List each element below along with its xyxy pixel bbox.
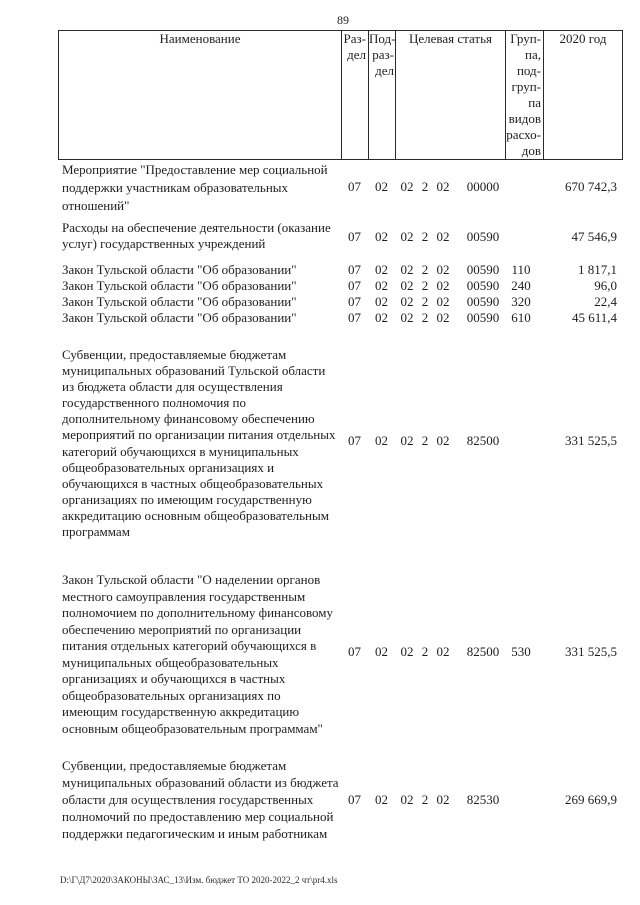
target-event-code: 02 (436, 433, 450, 448)
row-name-line: обеспечению мероприятий по организации (62, 621, 302, 637)
target-direction-code: 00590 (466, 262, 500, 277)
target-subprogram-code: 2 (421, 179, 429, 194)
row-name-line: общеобразовательных организациях по (62, 687, 281, 703)
header-podrazdel-line: Под- (369, 31, 396, 46)
row-name-line: отношений" (62, 198, 130, 213)
row-name (62, 161, 341, 215)
row-name (62, 310, 341, 326)
row-name (62, 262, 341, 278)
target-direction-code: 00590 (466, 278, 500, 293)
podrazdel-code: 02 (375, 294, 388, 309)
target-program-code: 02 (400, 644, 414, 659)
podrazdel-code: 02 (375, 229, 388, 244)
header-year-label: 2020 год (559, 31, 607, 46)
row-name-line: из бюджета области для осуществления (62, 379, 283, 395)
target-direction-code: 00590 (466, 294, 500, 309)
row-name-line: Субвенции, предоставляемые бюджетам (62, 758, 287, 773)
header-group-line: расхо- (506, 127, 541, 142)
amount-2020: 269 669,9 (565, 792, 617, 807)
row-name-line: муниципальных общеобразовательных (62, 654, 279, 670)
row-name-line: Закон Тульской области "Об образовании" (62, 278, 297, 293)
row-name-line: общеобразовательных организациях и (62, 459, 275, 475)
header-podrazdel-line: дел (375, 63, 394, 78)
razdel-code: 07 (348, 433, 361, 448)
header-group-line: па, (525, 47, 541, 62)
row-name (62, 220, 341, 252)
target-subprogram-code: 2 (421, 294, 429, 309)
row-name (62, 347, 341, 540)
podrazdel-code: 02 (375, 262, 388, 277)
expense-group-code: 610 (511, 310, 531, 325)
header-target-label: Целевая статья (408, 31, 492, 46)
row-name-line: поддержки участникам образовательных (62, 180, 289, 195)
row-name-line: муниципальных образований Тульской области (62, 363, 326, 379)
header-group-line: па (528, 95, 541, 110)
expense-group-code: 530 (511, 644, 531, 659)
amount-2020: 45 611,4 (571, 310, 617, 325)
target-direction-code: 00590 (466, 229, 500, 244)
row-name-line: организациях по имеющим государственную (62, 491, 312, 507)
row-name-line: местного самоуправления государственным (62, 588, 306, 604)
page-number: 89 (337, 13, 349, 27)
podrazdel-code: 02 (375, 310, 388, 325)
row-name-line: услуг) государственных учреждений (62, 236, 266, 251)
row-name-line: Закон Тульской области "Об образовании" (62, 310, 297, 325)
target-event-code: 02 (436, 792, 450, 807)
target-program-code: 02 (400, 278, 414, 293)
target-direction-code: 00590 (466, 310, 500, 325)
row-name-line: Мероприятие "Предоставление мер социальной (62, 162, 328, 177)
header-group-line: груп- (511, 79, 541, 94)
amount-2020: 1 817,1 (578, 262, 617, 277)
header-name-label: Наименование (159, 31, 241, 46)
row-name-line: программам (62, 524, 130, 540)
target-subprogram-code: 2 (421, 278, 429, 293)
header-razdel-line: дел (347, 47, 366, 62)
header-podrazdel-line: раз- (372, 47, 394, 62)
header-year-cell (543, 31, 622, 159)
target-direction-code: 82500 (466, 433, 500, 448)
target-program-code: 02 (400, 262, 414, 277)
razdel-code: 07 (348, 262, 361, 277)
razdel-code: 07 (348, 278, 361, 293)
target-event-code: 02 (436, 294, 450, 309)
header-group-cell (505, 31, 543, 159)
header-razdel-line: Раз- (343, 31, 366, 46)
row-name-line: имеющим государственную аккредитацию (62, 704, 300, 719)
podrazdel-code: 02 (375, 433, 388, 448)
razdel-code: 07 (348, 792, 361, 807)
target-event-code: 02 (436, 310, 450, 325)
header-podrazdel-cell (368, 31, 395, 159)
header-group-line: под- (516, 63, 541, 78)
target-event-code: 02 (436, 262, 450, 277)
row-name-line: Закон Тульской области "Об образовании" (62, 262, 297, 277)
file-path-footer: D:\Г\Д7\2020\ЗАКОНЫ\ЗАС_13\Изм. бюджет ТО 2020-2022_2 чт\pr4.xls (60, 875, 338, 885)
razdel-code: 07 (348, 294, 361, 309)
row-name-line: дополнительному финансовому обеспечению (62, 411, 315, 427)
expense-group-code: 110 (511, 262, 531, 277)
row-name-line: Закон Тульской области "О наделении органов (62, 572, 321, 587)
row-name (62, 757, 341, 842)
row-name-line: поддержки педагогическим и иным работникам (62, 826, 328, 841)
podrazdel-code: 02 (375, 278, 388, 293)
row-name-line: питания отдельных категорий обучающихся в (62, 638, 317, 653)
table-header (58, 30, 623, 160)
expense-group-code: 320 (511, 294, 531, 309)
razdel-code: 07 (348, 179, 361, 194)
target-direction-code: 00000 (466, 179, 500, 194)
target-program-code: 02 (400, 310, 414, 325)
header-razdel-cell (341, 31, 368, 159)
amount-2020: 22,4 (594, 294, 617, 309)
razdel-code: 07 (348, 644, 361, 659)
target-subprogram-code: 2 (421, 792, 429, 807)
row-name-line: обучающихся в частных общеобразовательных (62, 475, 324, 491)
expense-group-code: 240 (511, 278, 531, 293)
amount-2020: 331 525,5 (565, 644, 617, 659)
target-program-code: 02 (400, 433, 414, 448)
amount-2020: 331 525,5 (565, 433, 617, 448)
razdel-code: 07 (348, 310, 361, 325)
target-direction-code: 82530 (466, 792, 500, 807)
target-program-code: 02 (400, 229, 414, 244)
target-subprogram-code: 2 (421, 310, 429, 325)
header-target-cell (395, 31, 505, 159)
row-name-line: государственного полномочия по (62, 395, 247, 411)
target-subprogram-code: 2 (421, 229, 429, 244)
target-program-code: 02 (400, 792, 414, 807)
row-name-line: мероприятий по организации питания отдельных (62, 427, 336, 443)
target-program-code: 02 (400, 179, 414, 194)
razdel-code: 07 (348, 229, 361, 244)
row-name-line: Закон Тульской области "Об образовании" (62, 294, 297, 309)
row-name-line: Расходы на обеспечение деятельности (оказание (62, 220, 331, 235)
row-name-line: полномочий по предоставлению мер социальной (62, 809, 334, 824)
row-name (62, 294, 341, 310)
header-group-line: Груп- (510, 31, 541, 46)
amount-2020: 47 546,9 (571, 229, 617, 244)
target-event-code: 02 (436, 278, 450, 293)
amount-2020: 670 742,3 (565, 179, 617, 194)
header-group-line: видов (508, 111, 541, 126)
target-direction-code: 82500 (466, 644, 500, 659)
row-name (62, 278, 341, 294)
row-name-line: полномочием по дополнительному финансовому (62, 605, 334, 620)
target-subprogram-code: 2 (421, 433, 429, 448)
header-name-cell (59, 31, 341, 159)
podrazdel-code: 02 (375, 792, 388, 807)
row-name-line: аккредитацию основным общеобразовательным (62, 507, 329, 523)
target-subprogram-code: 2 (421, 262, 429, 277)
podrazdel-code: 02 (375, 644, 388, 659)
target-event-code: 02 (436, 229, 450, 244)
target-subprogram-code: 2 (421, 644, 429, 659)
row-name-line: основным общеобразовательным программам" (62, 720, 323, 736)
header-group-line: дов (521, 143, 541, 158)
target-event-code: 02 (436, 644, 450, 659)
row-name-line: Субвенции, предоставляемые бюджетам (62, 347, 287, 362)
podrazdel-code: 02 (375, 179, 388, 194)
row-name-line: области для осуществления государственных (62, 792, 314, 807)
target-event-code: 02 (436, 179, 450, 194)
target-program-code: 02 (400, 294, 414, 309)
row-name (62, 572, 341, 737)
row-name-line: организациях и обучающихся в частных (62, 671, 286, 686)
amount-2020: 96,0 (594, 278, 617, 293)
row-name-line: категорий обучающихся в муниципальных (62, 443, 299, 459)
row-name-line: муниципальных образований области из бюджета (62, 775, 339, 790)
